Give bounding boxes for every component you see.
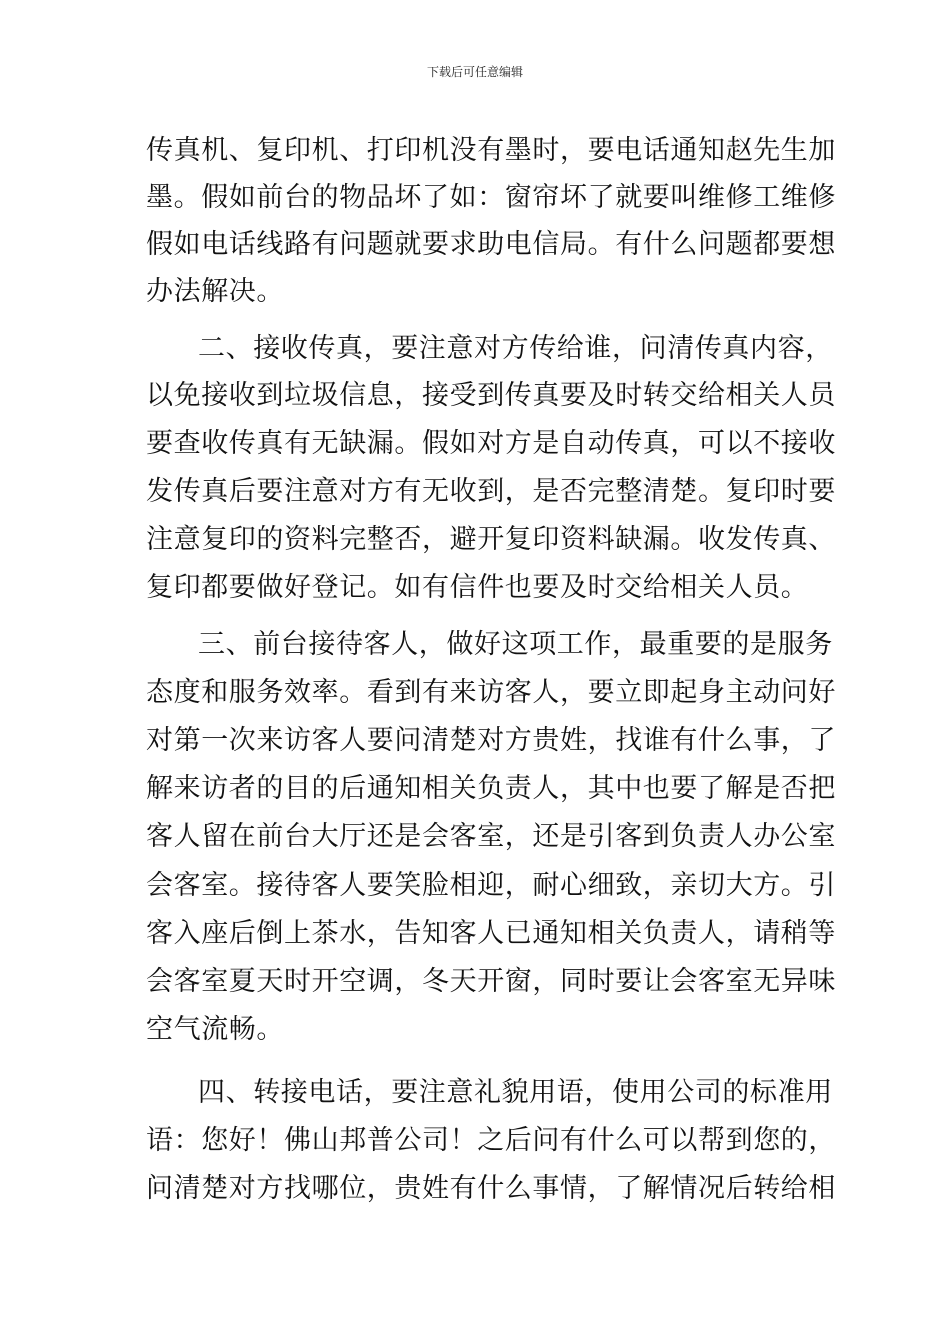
text-line: 四、转接电话，要注意礼貌用语，使用公司的标准用 bbox=[198, 1077, 833, 1108]
text-line: 问清楚对方找哪位，贵姓有什么事情，了解情况后转给相 bbox=[146, 1173, 836, 1204]
text-line: 空气流畅。 bbox=[146, 1014, 284, 1045]
text-line: 客人留在前台大厅还是会客室，还是引客到负责人办公室 bbox=[146, 821, 836, 852]
text-line: 会客室。接待客人要笑脸相迎，耐心细致，亲切大方。引 bbox=[146, 870, 836, 901]
text-line: 墨。假如前台的物品坏了如：窗帘坏了就要叫维修工维修 bbox=[146, 182, 836, 213]
text-line: 传真机、复印机、打印机没有墨时，要电话通知赵先生加 bbox=[146, 135, 836, 166]
text-line: 以免接收到垃圾信息，接受到传真要及时转交给相关人员 bbox=[146, 380, 836, 411]
text-line: 注意复印的资料完整否，避开复印资料缺漏。收发传真、 bbox=[146, 524, 836, 555]
text-line: 办法解决。 bbox=[146, 276, 284, 307]
text-line: 态度和服务效率。看到有来访客人，要立即起身主动问好 bbox=[146, 677, 836, 708]
text-line: 二、接收传真，要注意对方传给谁，问清传真内容， bbox=[198, 333, 833, 364]
text-line: 对第一次来访客人要问清楚对方贵姓，找谁有什么事，了 bbox=[146, 725, 836, 756]
text-line: 要查收传真有无缺漏。假如对方是自动传真，可以不接收 bbox=[146, 428, 836, 459]
text-line: 假如电话线路有问题就要求助电信局。有什么问题都要想 bbox=[146, 229, 836, 260]
text-line: 会客室夏天时开空调，冬天开窗，同时要让会客室无异味 bbox=[146, 966, 836, 997]
text-line: 客入座后倒上茶水，告知客人已通知相关负责人，请稍等 bbox=[146, 918, 836, 949]
text-line: 语：您好！佛山邦普公司！之后问有什么可以帮到您的， bbox=[146, 1125, 836, 1156]
text-line: 解来访者的目的后通知相关负责人，其中也要了解是否把 bbox=[146, 773, 836, 804]
text-line: 发传真后要注意对方有无收到，是否完整清楚。复印时要 bbox=[146, 476, 836, 507]
text-line: 三、前台接待客人，做好这项工作，最重要的是服务 bbox=[198, 629, 833, 660]
page-header: 下载后可任意编辑 bbox=[426, 65, 523, 79]
text-line: 复印都要做好登记。如有信件也要及时交给相关人员。 bbox=[146, 572, 809, 603]
